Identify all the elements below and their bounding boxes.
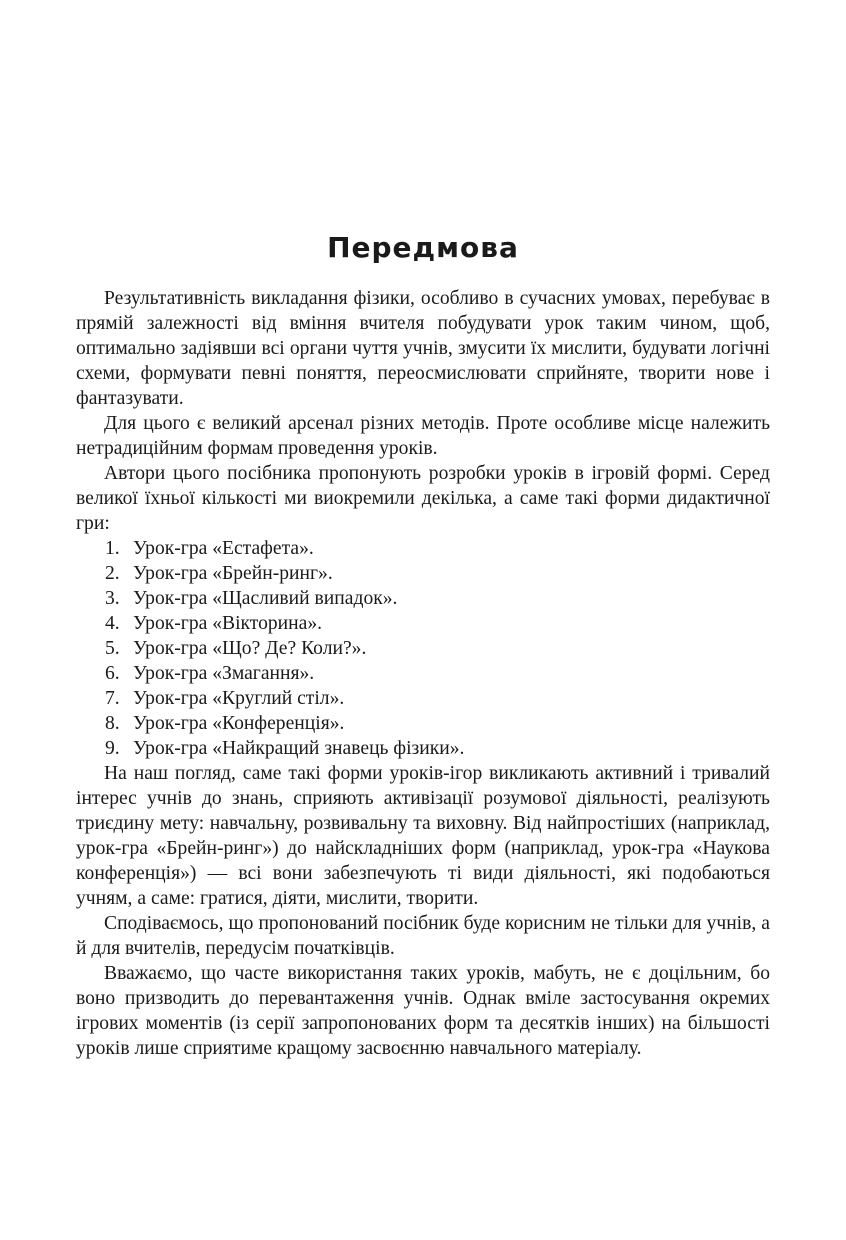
list-item-number: 5.	[105, 638, 120, 659]
list-item-number: 6.	[105, 663, 120, 684]
list-item	[76, 561, 770, 586]
list-item	[76, 536, 770, 561]
lesson-forms-list	[76, 536, 770, 761]
list-item-text: Урок-гра «Круглий стіл».	[133, 688, 345, 709]
list-item-text: Урок-гра «Естафета».	[133, 538, 314, 559]
paragraph-conclusion: Вважаємо, що часте використання таких уроків, мабуть, не є доцільним, бо воно призводить до перевантаження учнів. Однак вміле застосування окремих ігрових моментів (із серії запропонованих форм та десятків інших) на більшості уроків лише сприятиме кращому засвоєнню навчального матеріалу.	[76, 963, 770, 1059]
paragraph-methods: Для цього є великий арсенал різних методів. Проте особливе місце належить нетрадиційним формам проведення уроків.	[76, 413, 770, 459]
list-item	[76, 636, 770, 661]
paragraph-authors: Автори цього посібника пропонують розробки уроків в ігровій формі. Серед великої їхньої кількості ми виокремили декілька, а саме такі форми дидактичної гри:	[76, 463, 770, 534]
list-item-number: 2.	[105, 563, 120, 584]
list-item-number: 1.	[105, 538, 120, 559]
document-page	[76, 228, 770, 1061]
list-item-text: Урок-гра «Що? Де? Коли?».	[133, 638, 367, 659]
list-item-text: Урок-гра «Найкращий знавець фізики».	[133, 738, 465, 759]
list-item	[76, 686, 770, 711]
list-item-number: 9.	[105, 738, 120, 759]
list-item	[76, 586, 770, 611]
list-item-number: 4.	[105, 613, 120, 634]
list-item-number: 7.	[105, 688, 120, 709]
paragraph-intro: Результативність викладання фізики, особливо в сучасних умовах, перебуває в прямій залежності від вміння вчителя побудувати урок таким чином, щоб, оптимально задіявши всі органи чуття учнів, змусити їх мислити, будувати логічні схеми, формувати певні поняття, переосмислювати сприйняте, творити нове і фантазувати.	[76, 288, 770, 409]
list-item	[76, 611, 770, 636]
list-item-text: Урок-гра «Вікторина».	[133, 613, 323, 634]
list-item-number: 8.	[105, 713, 120, 734]
list-item-text: Урок-гра «Змагання».	[133, 663, 315, 684]
list-item-number: 3.	[105, 588, 120, 609]
list-item-text: Урок-гра «Щасливий випадок».	[133, 588, 398, 609]
list-item	[76, 711, 770, 736]
paragraph-hope: Сподіваємось, що пропонований посібник буде корисним не тільки для учнів, а й для вчителів, передусім початківців.	[76, 913, 770, 959]
page-title: Передмова	[327, 231, 519, 264]
list-item-text: Урок-гра «Брейн-ринг».	[133, 563, 333, 584]
paragraph-opinion: На наш погляд, саме такі форми уроків-ігор викликають активний і тривалий інтерес учнів до знань, сприяють активізації розумової діяльності, реалізують триєдину мету: навчальну, розвивальну та виховну. Від найпростіших (наприклад, урок-гра «Брейн-ринг») до найскладніших форм (наприклад, урок-гра «Наукова конференція») — всі вони забезпечують ті види діяльності, які подобаються учням, а саме: гратися, діяти, мислити, творити.	[76, 763, 770, 909]
list-item	[76, 661, 770, 686]
list-item	[76, 736, 770, 761]
list-item-text: Урок-гра «Конференція».	[133, 713, 345, 734]
